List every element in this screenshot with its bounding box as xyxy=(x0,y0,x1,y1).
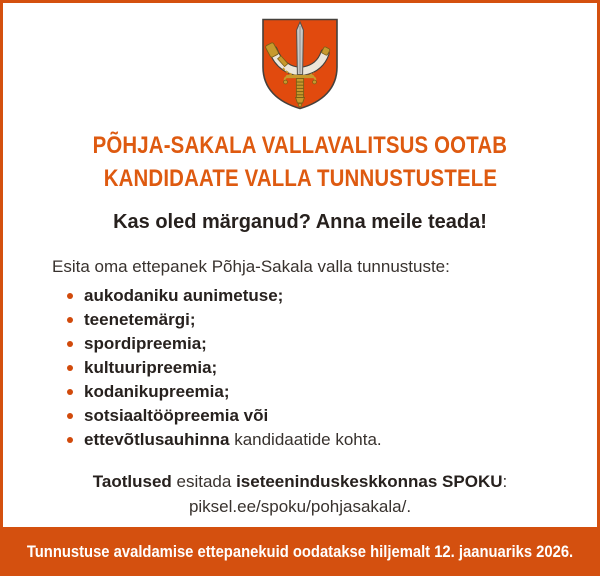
submission-lead: Taotlused xyxy=(92,472,172,491)
list-item-kultuuripreemia: kultuuripreemia; xyxy=(67,356,597,380)
bullet-icon xyxy=(67,413,73,419)
list-item-spordipreemia: spordipreemia; xyxy=(67,332,597,356)
coat-of-arms-icon xyxy=(260,17,340,111)
list-item-sotsiaaltoopreemia: sotsiaaltööpreemia või xyxy=(67,404,597,428)
submission-line: Taotlused esitada iseteeninduskeskkonnas SPOKU: xyxy=(92,472,508,491)
bullet-icon xyxy=(67,389,73,395)
award-list xyxy=(3,284,597,452)
crest-container xyxy=(3,3,597,111)
submission-info xyxy=(3,469,597,519)
title-line-2: KANDIDAATE VALLA TUNNUSTUSTELE xyxy=(103,165,497,192)
subtitle: Kas oled märganud? Anna meile teada! xyxy=(113,211,487,233)
list-item-teenetemark: teenetemärgi; xyxy=(67,308,597,332)
bullet-icon xyxy=(67,437,73,443)
page-title xyxy=(3,129,597,195)
submission-platform: iseteeninduskeskkonnas SPOKU xyxy=(236,472,503,491)
intro-text: Esita oma ettepanek Põhja-Sakala valla tunnustuste: xyxy=(52,257,450,276)
list-item-ettevotlusauhind: ettevõtlusauhinna kandidaatide kohta. xyxy=(67,428,597,452)
deadline-banner xyxy=(0,527,600,576)
list-item-kodanikupreemia: kodanikupreemia; xyxy=(67,380,597,404)
title-line-1: PÕHJA-SAKALA VALLAVALITSUS OOTAB xyxy=(92,132,508,159)
bullet-icon xyxy=(67,293,73,299)
deadline-text: Tunnustuse avaldamise ettepanekuid oodatakse hiljemalt 12. jaanuariks 2026. xyxy=(26,541,574,561)
submission-url: piksel.ee/spoku/pohjasakala/. xyxy=(188,497,412,516)
bullet-icon xyxy=(67,317,73,323)
list-item-aukodanik: aukodaniku aunimetuse; xyxy=(67,284,597,308)
bullet-icon xyxy=(67,365,73,371)
bullet-icon xyxy=(67,341,73,347)
